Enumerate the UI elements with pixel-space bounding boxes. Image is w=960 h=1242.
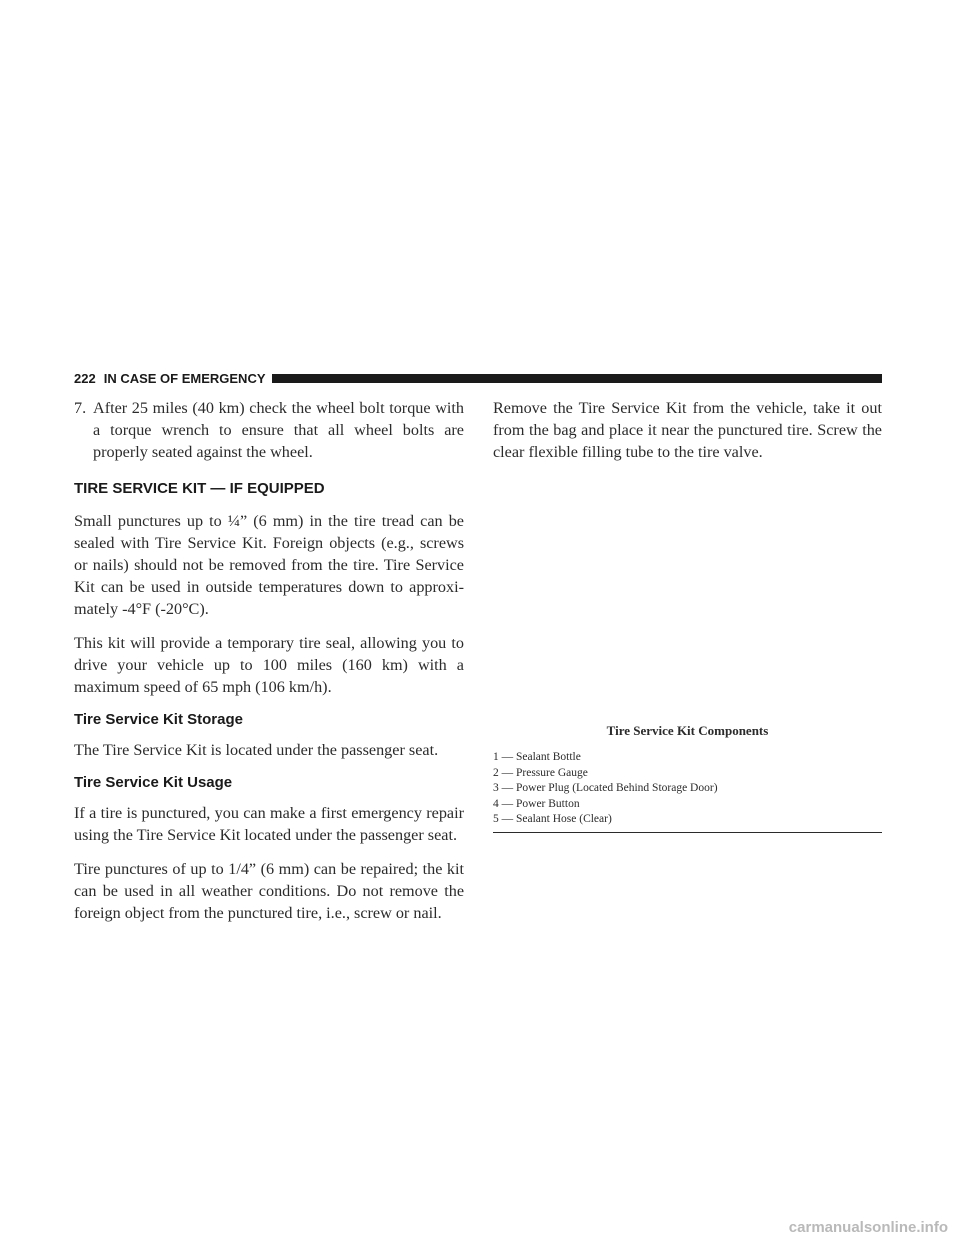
step-number: 7. [74, 399, 87, 417]
paragraph-storage: The Tire Service Kit is located under the passenger seat. [74, 741, 439, 759]
header-rule [272, 374, 883, 383]
figure-legend [493, 750, 882, 828]
left-column [74, 397, 464, 936]
step-text: After 25 miles (40 km) check the wheel bolt torque with a torque wrench to ensure that all wheel bolts are properly seated against the wheel. [93, 399, 464, 461]
paragraph-temporary-seal: This kit will provide a temporary tire seal, allowing you to drive your vehicle up to 100 miles (160 km) with a maximum speed of 65 mph (106 km/h). [74, 634, 464, 696]
legend-rule [493, 832, 882, 833]
heading-kit-storage: Tire Service Kit Storage [74, 711, 243, 728]
paragraph-usage: If a tire is punctured, you can make a first emergency repair using the Tire Service Kit located under the passenger seat. [74, 804, 464, 844]
page-header [74, 370, 882, 386]
watermark: carmanualsonline.info [788, 1219, 948, 1236]
paragraph-remove-kit: Remove the Tire Service Kit from the vehicle, take it out from the bag and place it near the punctured tire. Screw the clear flexible filling tube to the tire valve. [493, 399, 882, 461]
figure-image-area [493, 475, 882, 722]
paragraph-small-punctures: Small punctures up to ¼” (6 mm) in the tire tread can be sealed with Tire Service Kit. Foreign objects (e.g., screws or nails) should not be removed from the tire. Tire Service Kit can be used in outside temperatures down to approxi-mately -4°F (-20°C). [74, 512, 464, 618]
legend-item: 5 — Sealant Hose (Clear) [493, 813, 612, 825]
legend-item: 4 — Power Button [493, 797, 580, 810]
legend-item: 1 — Sealant Bottle [493, 751, 581, 763]
figure-caption: Tire Service Kit Components [606, 723, 769, 738]
section-title: IN CASE OF EMERGENCY [103, 370, 266, 386]
legend-item: 2 — Pressure Gauge [493, 766, 588, 779]
heading-tire-service-kit: TIRE SERVICE KIT — IF EQUIPPED [74, 480, 325, 497]
right-column [493, 397, 882, 833]
step-7 [74, 397, 464, 463]
page-number: 222 [74, 370, 96, 386]
heading-kit-usage: Tire Service Kit Usage [74, 774, 233, 791]
paragraph-repairable: Tire punctures of up to 1/4” (6 mm) can be repaired; the kit can be used in all weather conditions. Do not remove the foreign object from the punctured tire, i.e., screw or nail. [74, 860, 464, 922]
legend-item: 3 — Power Plug (Located Behind Storage Door) [493, 782, 718, 794]
